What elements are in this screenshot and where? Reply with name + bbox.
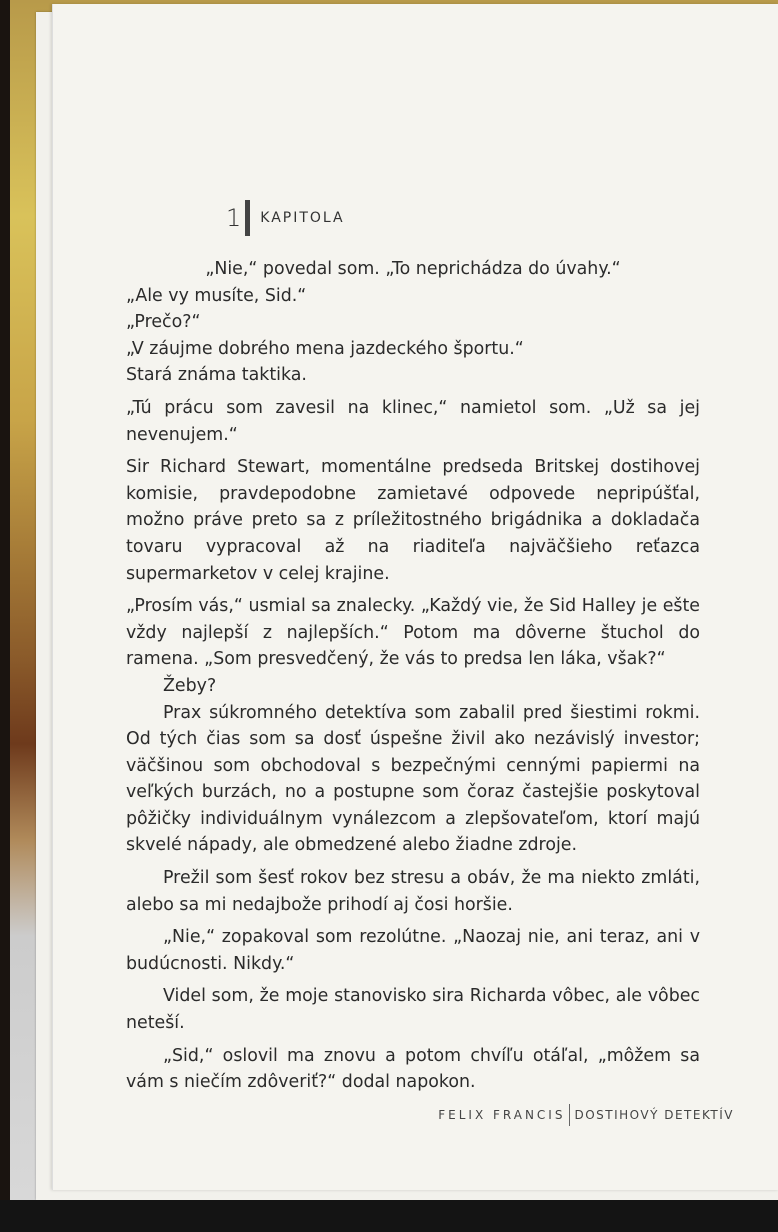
paragraph: „Prosím vás,“ usmial sa znalecky. „Každý vie, že Sid Halley je ešte vždy najlepší z najlepších.“ Potom ma dôverne štuchol do ramena. „Som presvedčený, že vás to predsa len láka, však?“ [126,596,700,670]
paragraph: „Tú prácu som zavesil na klinec,“ namietol som. „Už sa jej nevenujem.“ [126,397,700,445]
paragraph: „Prečo?“ [126,312,201,333]
paragraph: Sir Richard Stewart, momentálne predseda Britskej dostihovej komisie, pravdepodobne zamietavé odpovede nepripúšťal, možno práve preto sa z príležitostného brigádnika a dokladača tovaru vypracoval až na riaditeľa najväčšieho reťazca supermarketov v celej krajine. [126,457,700,584]
paragraph: Prežil som šesť rokov bez stresu a obáv, že ma niekto zmláti, alebo sa mi nedajbože prihodí aj čosi horšie. [126,868,700,915]
paragraph: Stará známa taktika. [126,365,307,386]
chapter-label: KAPITOLA [260,210,345,226]
page-footer [438,1104,734,1126]
footer-title: DOSTIHOVÝ DETEKTÍV [574,1108,734,1122]
paragraph: „Nie,“ povedal som. „To neprichádza do úvahy.“ [205,259,621,279]
footer-separator [569,1104,570,1126]
paragraph: Videl som, že moje stanovisko sira Richarda vôbec, ale vôbec neteší. [126,986,700,1034]
paragraph: „Sid,“ oslovil ma znovu a potom chvíľu otáľal, „môžem sa vám s niečím zdôveriť?“ dodal napokon. [126,1045,700,1093]
body-text [126,256,700,1096]
paragraph: Žeby? [163,675,217,696]
paragraph: „Ale vy musíte, Sid.“ [126,285,307,306]
chapter-heading [226,198,345,238]
chapter-divider [245,200,250,236]
paragraph: „Nie,“ zopakoval som rezolútne. „Naozaj nie, ani teraz, ani v budúcnosti. Nikdy.“ [126,927,700,974]
chapter-number: 1 [226,204,242,232]
footer-author: FELIX FRANCIS [438,1108,566,1122]
scan-background [0,1200,778,1232]
paragraph: „V záujme dobrého mena jazdeckého športu.“ [126,338,524,359]
paragraph: Prax súkromného detektíva som zabalil pred šiestimi rokmi. Od tých čias som sa dosť úspešne živil ako nezávislý investor; väčšinou som obchodoval s bezpečnými cennými papiermi na veľkých burzách, no a postupne som čoraz častejšie poskytoval pôžičky individuálnym vynálezcom a zlepšovateľom, ktorí majú skvelé nápady, ale obmedzené alebo žiadne zdroje. [126,702,700,856]
